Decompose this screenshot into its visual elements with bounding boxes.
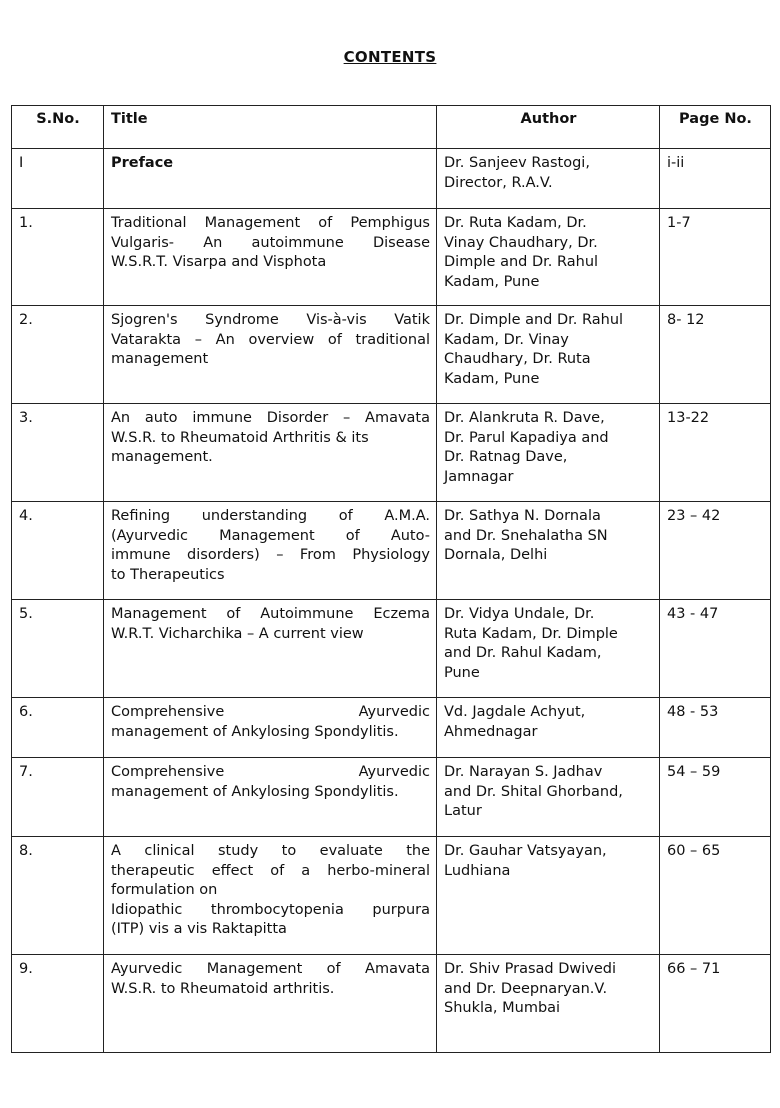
row-page: 48 - 53 [660, 698, 771, 758]
row-sno: I [12, 149, 104, 209]
row-title: Management of Autoimmune Eczema W.R.T. Vicharchika – A current view [104, 600, 437, 698]
column-header-author: Author [437, 106, 660, 149]
row-author: Vd. Jagdale Achyut, Ahmednagar [437, 698, 660, 758]
row-author: Dr. Vidya Undale, Dr. Ruta Kadam, Dr. Dimple and Dr. Rahul Kadam, Pune [437, 600, 660, 698]
row-sno: 7. [12, 758, 104, 837]
table-row [12, 209, 771, 306]
row-page: 54 – 59 [660, 758, 771, 837]
table-row [12, 837, 771, 955]
table-row [12, 955, 771, 1053]
row-author: Dr. Sanjeev Rastogi, Director, R.A.V. [437, 149, 660, 209]
row-sno: 8. [12, 837, 104, 955]
row-title: A clinical study to evaluate the therapeutic effect of a herbo-mineral formulation on Idiopathic thrombocytopenia purpura (ITP) vis a vis Raktapitta [104, 837, 437, 955]
contents-heading: CONTENTS [343, 48, 437, 66]
row-sno: 9. [12, 955, 104, 1053]
table-row [12, 698, 771, 758]
row-page: 23 – 42 [660, 502, 771, 600]
table-row [12, 600, 771, 698]
row-author: Dr. Dimple and Dr. Rahul Kadam, Dr. Vinay Chaudhary, Dr. Ruta Kadam, Pune [437, 306, 660, 404]
table-row [12, 502, 771, 600]
contents-table [11, 105, 771, 1053]
header-row [12, 106, 771, 149]
row-author: Dr. Ruta Kadam, Dr. Vinay Chaudhary, Dr. Dimple and Dr. Rahul Kadam, Pune [437, 209, 660, 306]
row-title: Refining understanding of A.M.A. (Ayurvedic Management of Auto- immune disorders) – From Physiology to Therapeutics [104, 502, 437, 600]
column-header-title: Title [104, 106, 437, 149]
row-author: Dr. Sathya N. Dornala and Dr. Snehalatha SN Dornala, Delhi [437, 502, 660, 600]
row-sno: 3. [12, 404, 104, 502]
row-title: Comprehensive Ayurvedic management of Ankylosing Spondylitis. [104, 698, 437, 758]
column-header-page: Page No. [660, 106, 771, 149]
row-sno: 4. [12, 502, 104, 600]
row-sno: 1. [12, 209, 104, 306]
row-author: Dr. Alankruta R. Dave, Dr. Parul Kapadiya and Dr. Ratnag Dave, Jamnagar [437, 404, 660, 502]
column-header-sno: S.No. [12, 106, 104, 149]
row-sno: 6. [12, 698, 104, 758]
table-row [12, 404, 771, 502]
row-page: i-ii [660, 149, 771, 209]
row-sno: 5. [12, 600, 104, 698]
table-row [12, 149, 771, 209]
row-title: Traditional Management of Pemphigus Vulgaris- An autoimmune Disease W.S.R.T. Visarpa and Visphota [104, 209, 437, 306]
row-page: 1-7 [660, 209, 771, 306]
row-author: Dr. Narayan S. Jadhav and Dr. Shital Ghorband, Latur [437, 758, 660, 837]
row-author: Dr. Gauhar Vatsyayan, Ludhiana [437, 837, 660, 955]
table-row [12, 306, 771, 404]
row-author: Dr. Shiv Prasad Dwivedi and Dr. Deepnaryan.V. Shukla, Mumbai [437, 955, 660, 1053]
row-sno: 2. [12, 306, 104, 404]
row-title: Preface [104, 149, 437, 209]
row-title: Sjogren's Syndrome Vis-à-vis Vatik Vatarakta – An overview of traditional management [104, 306, 437, 404]
row-title: Ayurvedic Management of Amavata W.S.R. to Rheumatoid arthritis. [104, 955, 437, 1053]
row-page: 8- 12 [660, 306, 771, 404]
row-page: 13-22 [660, 404, 771, 502]
row-page: 66 – 71 [660, 955, 771, 1053]
row-title: An auto immune Disorder – Amavata W.S.R. to Rheumatoid Arthritis & its management. [104, 404, 437, 502]
row-page: 43 - 47 [660, 600, 771, 698]
row-page: 60 – 65 [660, 837, 771, 955]
table-row [12, 758, 771, 837]
row-title: Comprehensive Ayurvedic management of Ankylosing Spondylitis. [104, 758, 437, 837]
